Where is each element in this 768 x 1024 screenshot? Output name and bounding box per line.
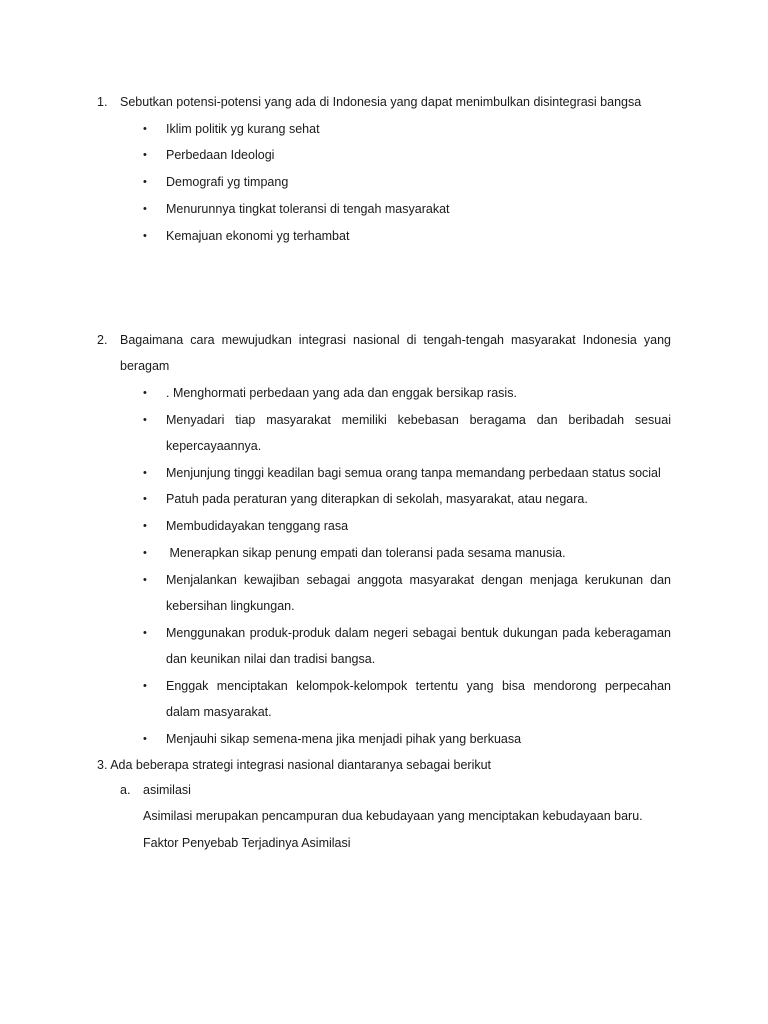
list-item-text: Menggunakan produk-produk dalam negeri sebagai bentuk dukungan pada keberagaman: [166, 626, 671, 640]
list-item-text: dalam masyarakat.: [166, 705, 272, 719]
bullet-icon: •: [143, 149, 147, 161]
list-item-text: Menurunnya tingkat toleransi di tengah masyarakat: [166, 202, 450, 216]
list-item-text: Menjalankan kewajiban sebagai anggota masyarakat dengan menjaga kerukunan dan: [166, 573, 671, 587]
list-item-text: dan keunikan nilai dan tradisi bangsa.: [166, 652, 376, 666]
list-item-text: Enggak menciptakan kelompok-kelompok tertentu yang bisa mendorong perpecahan: [166, 679, 671, 693]
list-item-text: Iklim politik yg kurang sehat: [166, 122, 320, 136]
sub-item-title: asimilasi: [143, 783, 191, 797]
question-text: Sebutkan potensi-potensi yang ada di Indonesia yang dapat menimbulkan disintegrasi bangsa: [120, 95, 642, 109]
bullet-icon: •: [143, 680, 147, 692]
list-item-text: Demografi yg timpang: [166, 175, 289, 189]
bullet-icon: •: [143, 123, 147, 135]
list-item-text: Menjauhi sikap semena-mena jika menjadi pihak yang berkuasa: [166, 732, 522, 746]
bullet-icon: •: [143, 574, 147, 586]
question-text-line-2: beragam: [120, 359, 170, 373]
list-item-text: Membudidayakan tenggang rasa: [166, 519, 349, 533]
question-text-line-1: Bagaimana cara mewujudkan integrasi nasional di tengah-tengah masyarakat Indonesia yang: [120, 333, 671, 347]
bullet-icon: •: [143, 387, 147, 399]
list-item-text: kebersihan lingkungan.: [166, 599, 295, 613]
bullet-icon: •: [143, 493, 147, 505]
bullet-icon: •: [143, 547, 147, 559]
bullet-icon: •: [143, 414, 147, 426]
sub-item-subheading: Faktor Penyebab Terjadinya Asimilasi: [143, 836, 351, 850]
list-item-text: Perbedaan Ideologi: [166, 148, 275, 162]
question-number: 2.: [97, 333, 108, 347]
list-item-text: Patuh pada peraturan yang diterapkan di sekolah, masyarakat, atau negara.: [166, 492, 588, 506]
list-item-text: . Menghormati perbedaan yang ada dan enggak bersikap rasis.: [166, 386, 517, 400]
list-item-text: Menyadari tiap masyarakat memiliki kebebasan beragama dan beribadah sesuai: [166, 413, 671, 427]
sub-item-letter: a.: [120, 783, 131, 797]
list-item-text: kepercayaannya.: [166, 439, 262, 453]
bullet-icon: •: [143, 467, 147, 479]
bullet-icon: •: [143, 520, 147, 532]
list-item-text: Menjunjung tinggi keadilan bagi semua orang tanpa memandang perbedaan status social: [166, 466, 661, 480]
sub-item-definition: Asimilasi merupakan pencampuran dua kebudayaan yang menciptakan kebudayaan baru.: [143, 809, 643, 823]
list-item-text: Kemajuan ekonomi yg terhambat: [166, 229, 350, 243]
bullet-icon: •: [143, 176, 147, 188]
list-item-text: Menerapkan sikap penung empati dan toleransi pada sesama manusia.: [166, 546, 566, 560]
question-number: 1.: [97, 95, 108, 109]
question-3: 3. Ada beberapa strategi integrasi nasional diantaranya sebagai berikut: [97, 758, 492, 772]
bullet-icon: •: [143, 733, 147, 745]
bullet-icon: •: [143, 627, 147, 639]
bullet-icon: •: [143, 203, 147, 215]
bullet-icon: •: [143, 230, 147, 242]
